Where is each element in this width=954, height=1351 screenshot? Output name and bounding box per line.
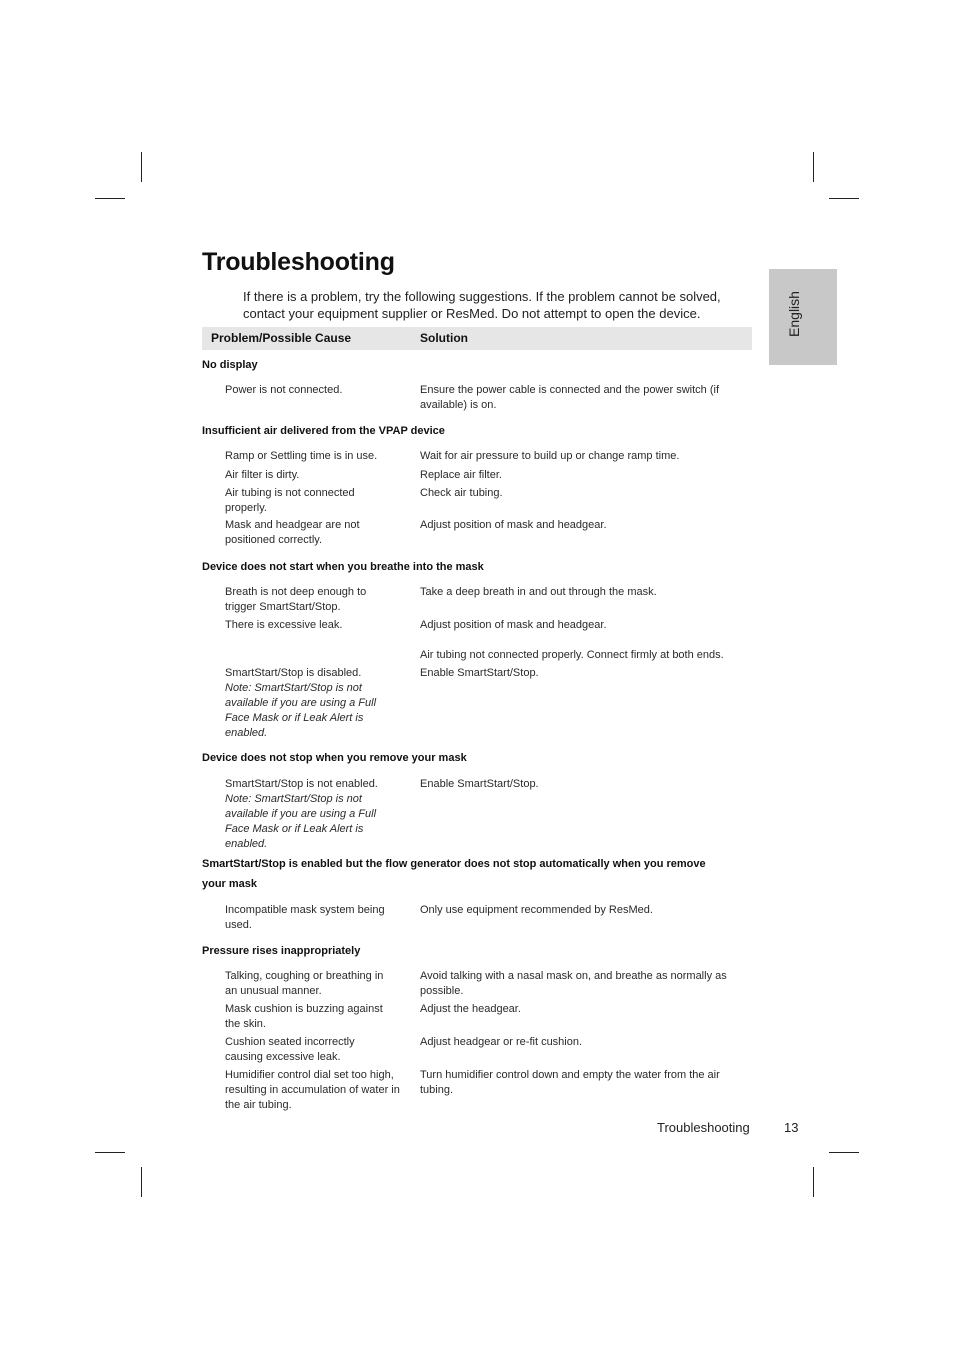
cause-cell: Mask and headgear are not positioned correctly.	[225, 519, 360, 546]
solution-cell: Adjust position of mask and headgear.	[420, 619, 607, 631]
solution-cell: Ensure the power cable is connected and the power switch (if available) is on.	[420, 384, 719, 411]
solution-cell: Check air tubing.	[420, 487, 503, 499]
crop-mark	[829, 1152, 859, 1153]
cause-cell: Incompatible mask system being used.	[225, 904, 385, 931]
crop-mark	[813, 152, 814, 182]
solution-cell: Take a deep breath in and out through the mask.	[420, 586, 657, 598]
crop-mark	[95, 198, 125, 199]
cause-note: Note: SmartStart/Stop is not available if you are using a Full Face Mask or if Leak Alert is enabled.	[225, 682, 377, 739]
page-number: 13	[784, 1120, 799, 1135]
language-tab-label: English	[785, 291, 802, 337]
solution-cell: Enable SmartStart/Stop.	[420, 778, 539, 790]
cause-cell: Mask cushion is buzzing against the skin.	[225, 1003, 383, 1030]
cause-cell: There is excessive leak.	[225, 619, 343, 631]
section-heading: Pressure rises inappropriately	[202, 945, 361, 957]
crop-mark	[829, 198, 859, 199]
crop-mark	[141, 1167, 142, 1197]
table-header	[202, 327, 752, 350]
cause-cell: Power is not connected.	[225, 384, 343, 396]
section-heading: Device does not start when you breathe into the mask	[202, 561, 484, 573]
crop-mark	[95, 1152, 125, 1153]
cause-cell: SmartStart/Stop is not enabled. Note: SmartStart/Stop is not available if you are using a Full Face Mask or if Leak Alert is enabled.	[225, 777, 390, 852]
solution-cell: Adjust headgear or re-fit cushion.	[420, 1036, 583, 1048]
language-tab	[769, 269, 837, 365]
cause-note: Note: SmartStart/Stop is not available if you are using a Full Face Mask or if Leak Alert is enabled.	[225, 793, 377, 850]
cause-cell: Air tubing is not connected properly.	[225, 487, 355, 514]
cause-cell: SmartStart/Stop is disabled. Note: SmartStart/Stop is not available if you are using a Full Face Mask or if Leak Alert is enabled.	[225, 666, 387, 741]
crop-mark	[813, 1167, 814, 1197]
section-heading: SmartStart/Stop is enabled but the flow generator does not stop automatically when you remove your mask	[202, 858, 706, 890]
solution-cell: Air tubing not connected properly. Connect firmly at both ends.	[420, 649, 724, 661]
solution-cell: Adjust position of mask and headgear.	[420, 519, 607, 531]
solution-cell: Only use equipment recommended by ResMed.	[420, 904, 653, 916]
solution-cell: Avoid talking with a nasal mask on, and breathe as normally as possible.	[420, 970, 727, 997]
solution-cell: Wait for air pressure to build up or change ramp time.	[420, 450, 680, 462]
header-solution: Solution	[420, 331, 468, 345]
solution-cell: Turn humidifier control down and empty the water from the air tubing.	[420, 1069, 720, 1096]
cause-cell: Cushion seated incorrectly causing excessive leak.	[225, 1036, 355, 1063]
solution-cell: Adjust the headgear.	[420, 1003, 521, 1015]
header-cause: Problem/Possible Cause	[211, 331, 352, 345]
cause-cell: Ramp or Settling time is in use.	[225, 450, 378, 462]
cause-cell: Air filter is dirty.	[225, 469, 300, 481]
solution-cell: Enable SmartStart/Stop.	[420, 667, 539, 679]
crop-mark	[141, 152, 142, 182]
section-heading: No display	[202, 359, 258, 371]
section-heading: Device does not stop when you remove your mask	[202, 752, 467, 764]
footer-section-label: Troubleshooting	[657, 1120, 750, 1135]
solution-cell: Replace air filter.	[420, 469, 502, 481]
page-title: Troubleshooting	[202, 248, 395, 276]
intro-paragraph: If there is a problem, try the following suggestions. If the problem cannot be solved, contact your equipment supplier or ResMed. Do not attempt to open the device.	[243, 289, 721, 321]
section-heading: Insufficient air delivered from the VPAP device	[202, 425, 445, 437]
cause-cell: Breath is not deep enough to trigger SmartStart/Stop.	[225, 586, 367, 613]
cause-cell: Talking, coughing or breathing in an unusual manner.	[225, 970, 384, 997]
cause-cell: Humidifier control dial set too high, resulting in accumulation of water in the air tubing.	[225, 1069, 400, 1111]
